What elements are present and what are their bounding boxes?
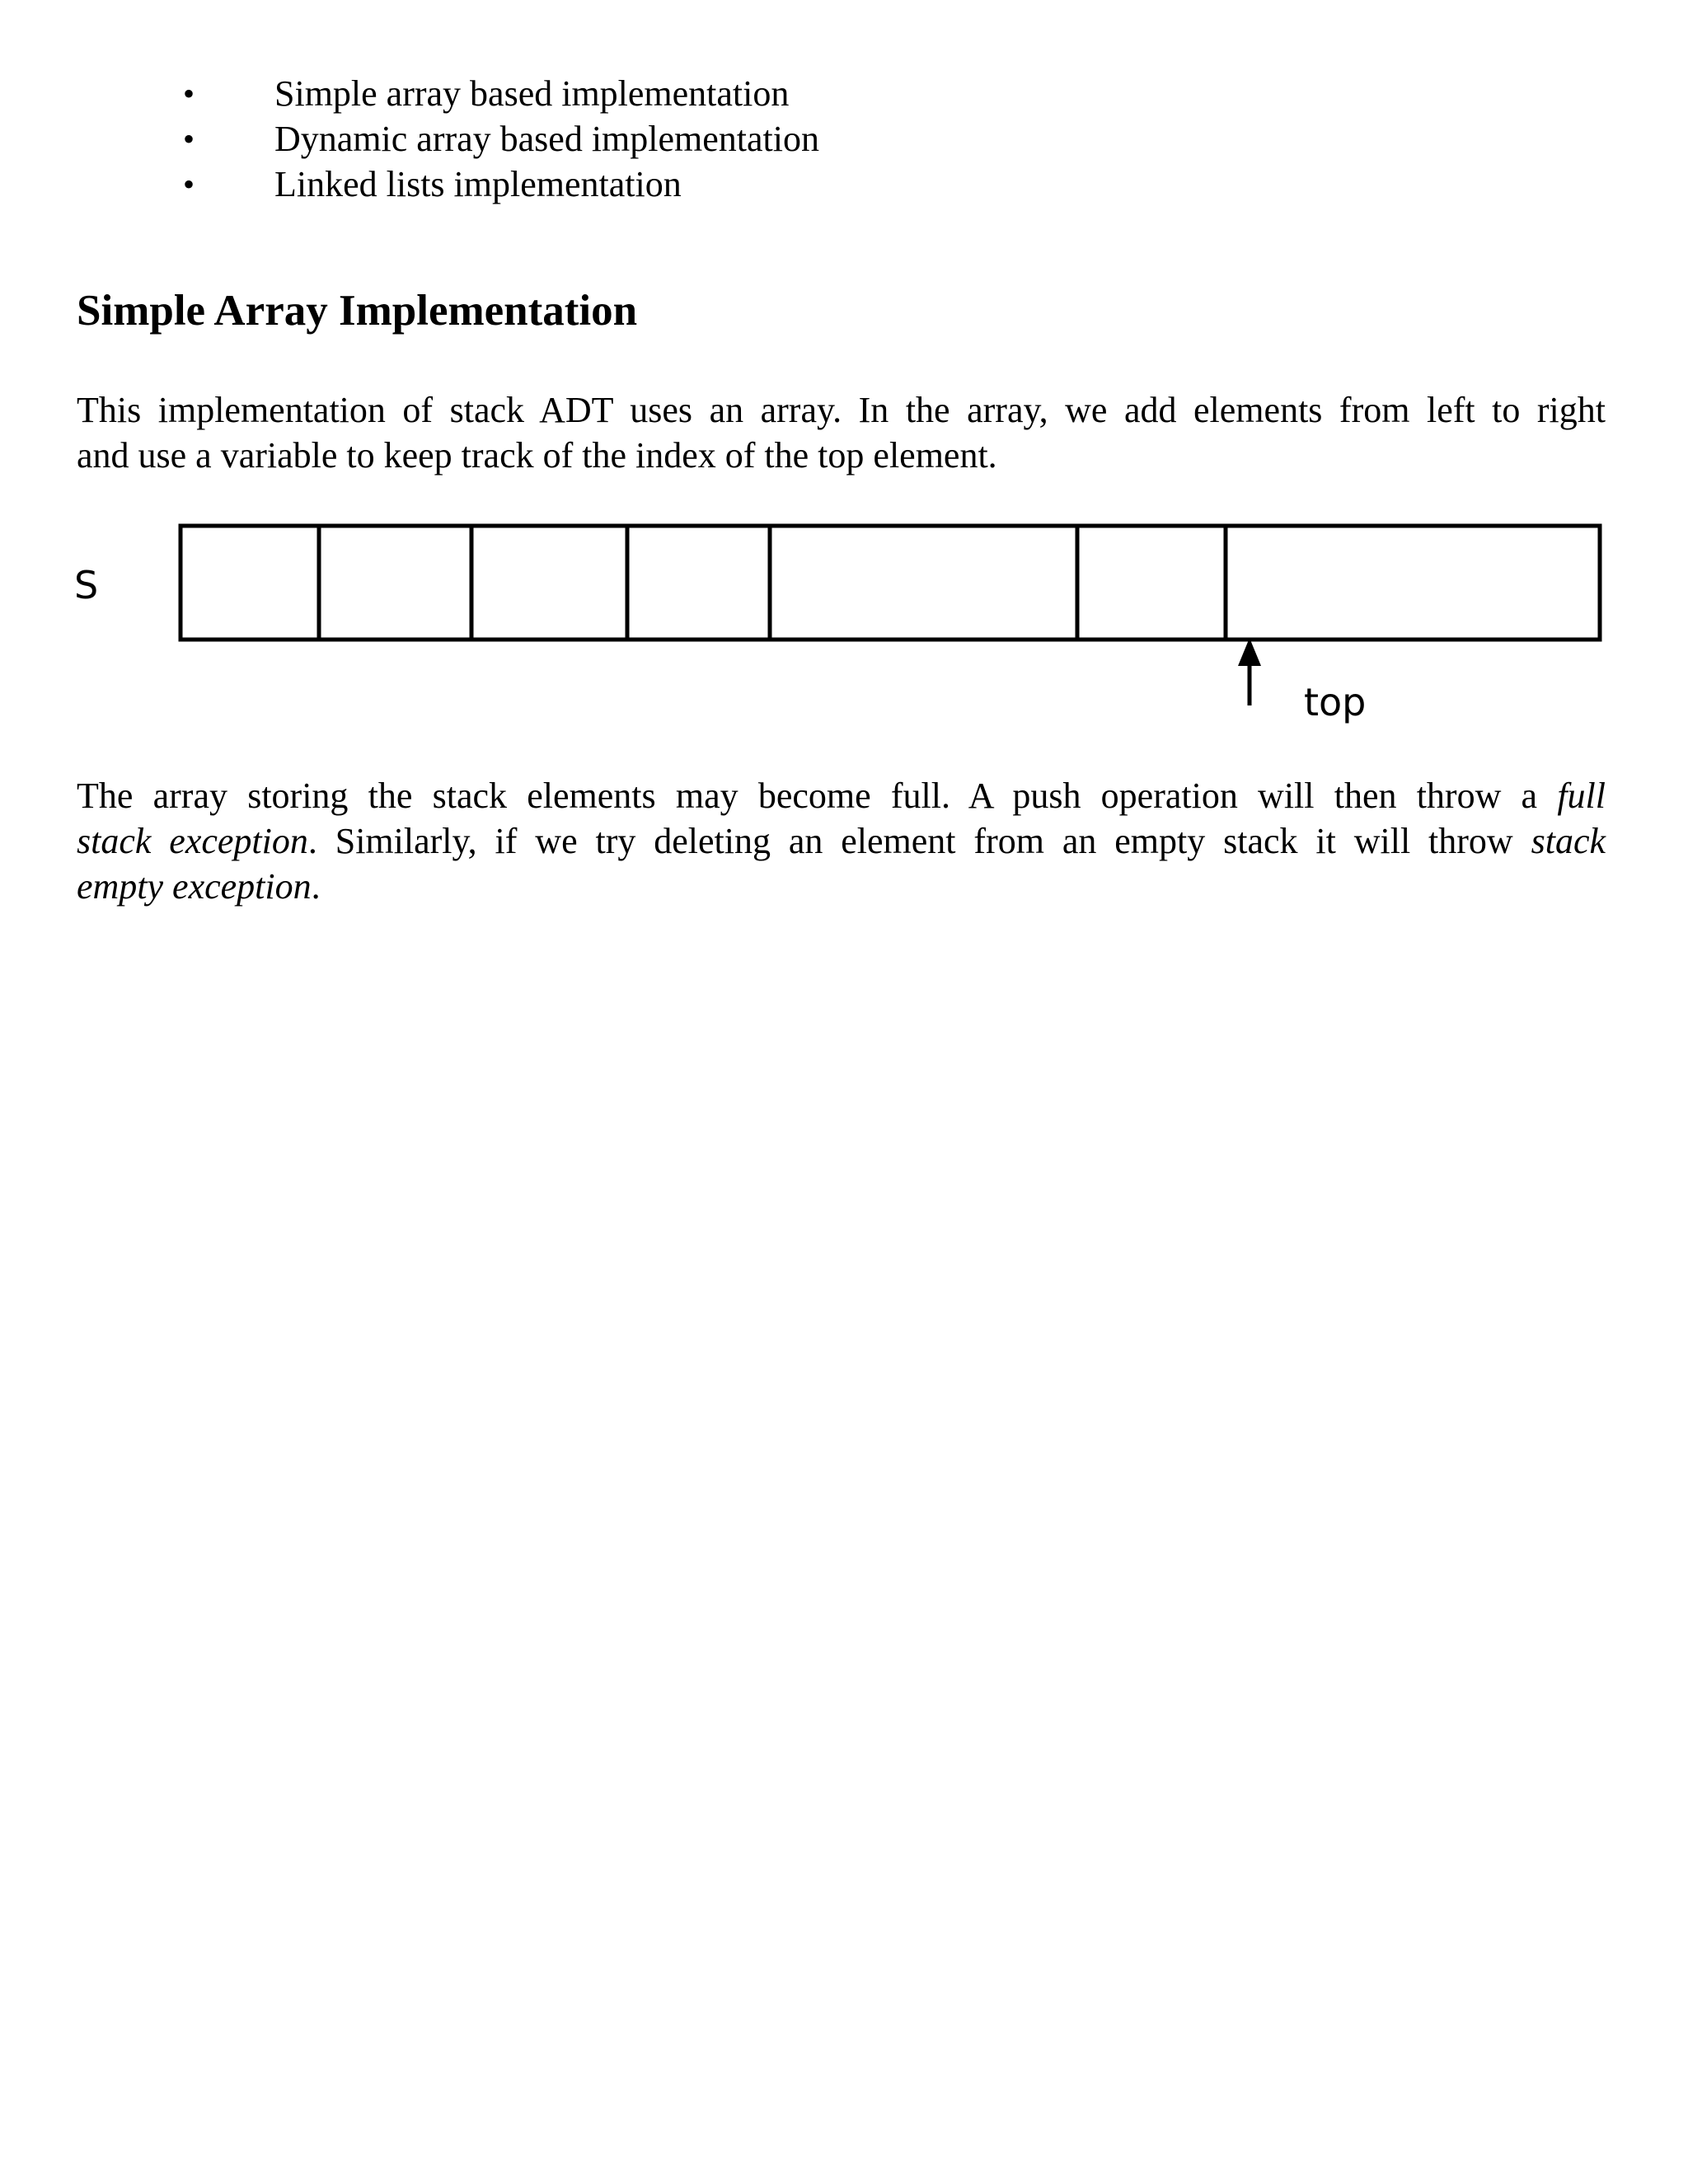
array-cells — [181, 526, 1600, 640]
italic-term: stack exception — [77, 821, 308, 861]
paragraph-line — [77, 864, 1606, 909]
italic-term: full — [1557, 776, 1606, 816]
bullet-icon: • — [183, 120, 195, 157]
text-run: . Similarly, if we try deleting an element from an empty stack it will throw — [307, 821, 1531, 861]
array-label: S — [74, 563, 99, 607]
list-item — [0, 116, 1688, 162]
stack-array-diagram — [0, 494, 1688, 742]
array-cell — [1226, 526, 1600, 640]
implementation-list — [0, 71, 1688, 207]
text-run: The array storing the stack elements may become full. A push operation will then throw a — [77, 776, 1558, 816]
list-item — [0, 71, 1688, 116]
list-item-text: Simple array based implementation — [274, 73, 790, 114]
paragraph-line — [77, 818, 1606, 864]
exception-paragraph — [77, 773, 1606, 909]
arrow-head — [1238, 638, 1261, 666]
section-heading: Simple Array Implementation — [77, 287, 638, 335]
array-cell — [471, 526, 627, 640]
top-pointer-label: top — [1304, 680, 1367, 724]
text-run: . — [311, 866, 321, 907]
array-cell — [627, 526, 770, 640]
bullet-icon: • — [183, 166, 195, 203]
array-cell — [181, 526, 319, 640]
italic-term: empty exception — [77, 866, 312, 907]
array-cell — [1077, 526, 1226, 640]
bullet-icon: • — [183, 75, 195, 112]
array-cell — [319, 526, 471, 640]
paragraph-line: This implementation of stack ADT uses an array. In the array, we add elements from left to right — [77, 390, 1606, 430]
intro-paragraph — [77, 387, 1606, 478]
list-item-text: Linked lists implementation — [274, 164, 682, 204]
paragraph-line: and use a variable to keep track of the index of the top element. — [77, 435, 997, 476]
top-arrow-icon — [1238, 638, 1261, 705]
list-item-text: Dynamic array based implementation — [274, 119, 819, 159]
array-cell — [770, 526, 1077, 640]
list-item — [0, 162, 1688, 207]
italic-term: stack — [1531, 821, 1606, 861]
paragraph-line — [77, 773, 1606, 818]
